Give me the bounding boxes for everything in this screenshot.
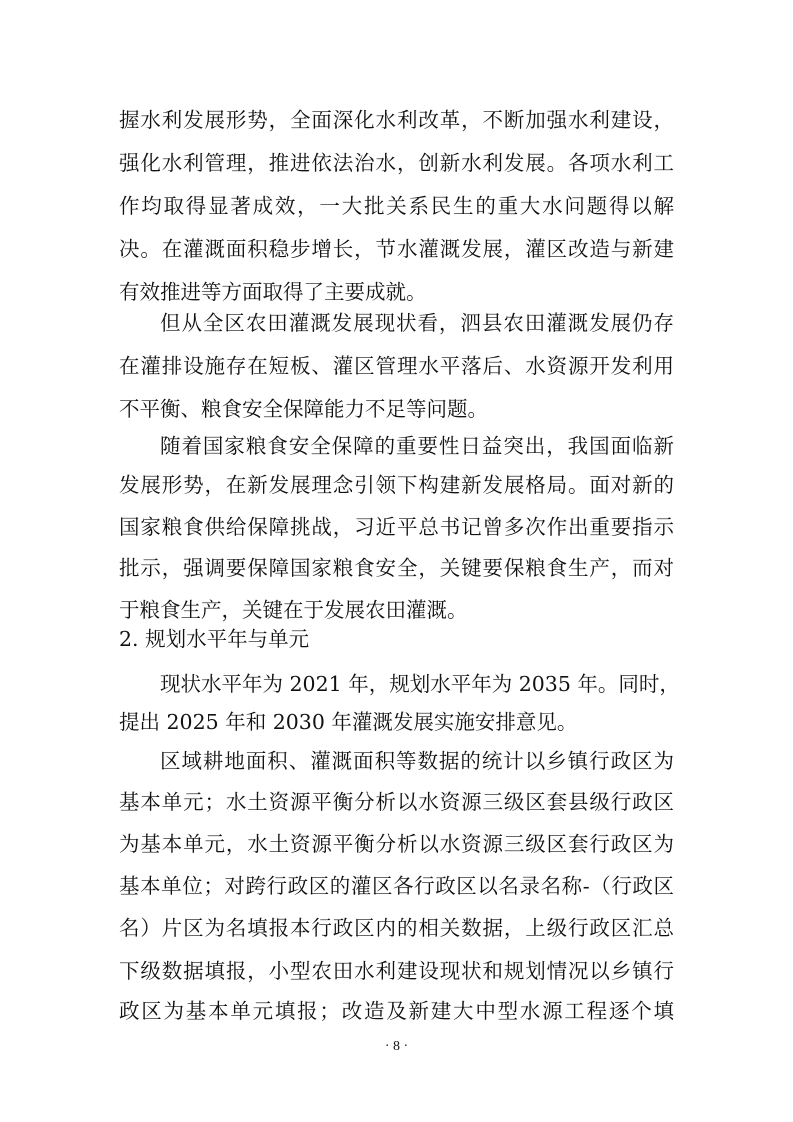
line-text: 国家粮食供给保障挑战，习近平总书记曾多次作出重要指示 <box>119 515 674 539</box>
text-line <box>0 866 793 906</box>
line-text: 为基本单元，水土资源平衡分析以水资源三级区套行政区为 <box>119 832 674 856</box>
line-text: 作均取得显著成效，一大批关系民生的重大水问题得以解 <box>119 194 674 218</box>
line-text: 下级数据填报，小型农田水利建设现状和规划情况以乡镇行 <box>119 959 674 983</box>
line-text: 握水利发展形势，全面深化水利改革，不断加强水利建设， <box>119 108 674 132</box>
line-text: 现状水平年为 2021 年，规划水平年为 2035 年。同时， <box>160 672 680 696</box>
text-line <box>0 908 793 948</box>
text-line <box>0 991 793 1031</box>
text-line <box>0 951 793 991</box>
text-line <box>0 782 793 822</box>
line-text: 名）片区为名填报本行政区内的相关数据，上级行政区汇总 <box>119 916 674 940</box>
line-text: 发展形势，在新发展理念引领下构建新发展格局。面对新的 <box>119 473 674 497</box>
heading-text: 2. 规划水平年与单元 <box>119 627 310 651</box>
text-line <box>0 507 793 547</box>
line-text: 批示，强调要保障国家粮食安全，关键要保粮食生产，而对 <box>119 556 674 580</box>
text-line <box>0 548 793 588</box>
text-line <box>0 426 793 466</box>
text-line <box>0 824 793 864</box>
text-line <box>0 389 793 429</box>
text-line <box>0 346 793 386</box>
line-text: 提出 2025 年和 2030 年灌溉发展实施安排意见。 <box>119 710 578 734</box>
text-line <box>0 100 793 140</box>
section-heading <box>0 619 793 659</box>
text-line <box>0 465 793 505</box>
line-text: 有效推进等方面取得了主要成就。 <box>119 280 427 304</box>
text-line <box>0 702 793 742</box>
text-line <box>0 143 793 183</box>
line-text: 随着国家粮食安全保障的重要性日益突出，我国面临新 <box>160 434 674 458</box>
text-line <box>0 186 793 226</box>
line-text: 决。在灌溉面积稳步增长，节水灌溉发展，灌区改造与新建 <box>119 237 674 261</box>
text-line <box>0 229 793 269</box>
line-text: 基本单元；水土资源平衡分析以水资源三级区套县级行政区 <box>119 790 674 814</box>
text-line <box>0 664 793 704</box>
text-line <box>0 741 793 781</box>
line-text: 但从全区农田灌溉发展现状看，泗县农田灌溉发展仍存 <box>160 311 674 335</box>
line-text: 基本单位；对跨行政区的灌区各行政区以名录名称-（行政区 <box>119 874 674 898</box>
page-number: · 8 · <box>384 1039 409 1054</box>
line-text: 在灌排设施存在短板、灌区管理水平落后、水资源开发利用 <box>119 354 674 378</box>
line-text: 政区为基本单元填报；改造及新建大中型水源工程逐个填 <box>119 999 674 1023</box>
line-text: 于粮食生产，关键在于发展农田灌溉。 <box>119 598 468 622</box>
line-text: 区域耕地面积、灌溉面积等数据的统计以乡镇行政区为 <box>160 749 674 773</box>
text-line <box>0 303 793 343</box>
line-text: 强化水利管理，推进依法治水，创新水利发展。各项水利工 <box>119 151 674 175</box>
line-text: 不平衡、粮食安全保障能力不足等问题。 <box>119 397 488 421</box>
